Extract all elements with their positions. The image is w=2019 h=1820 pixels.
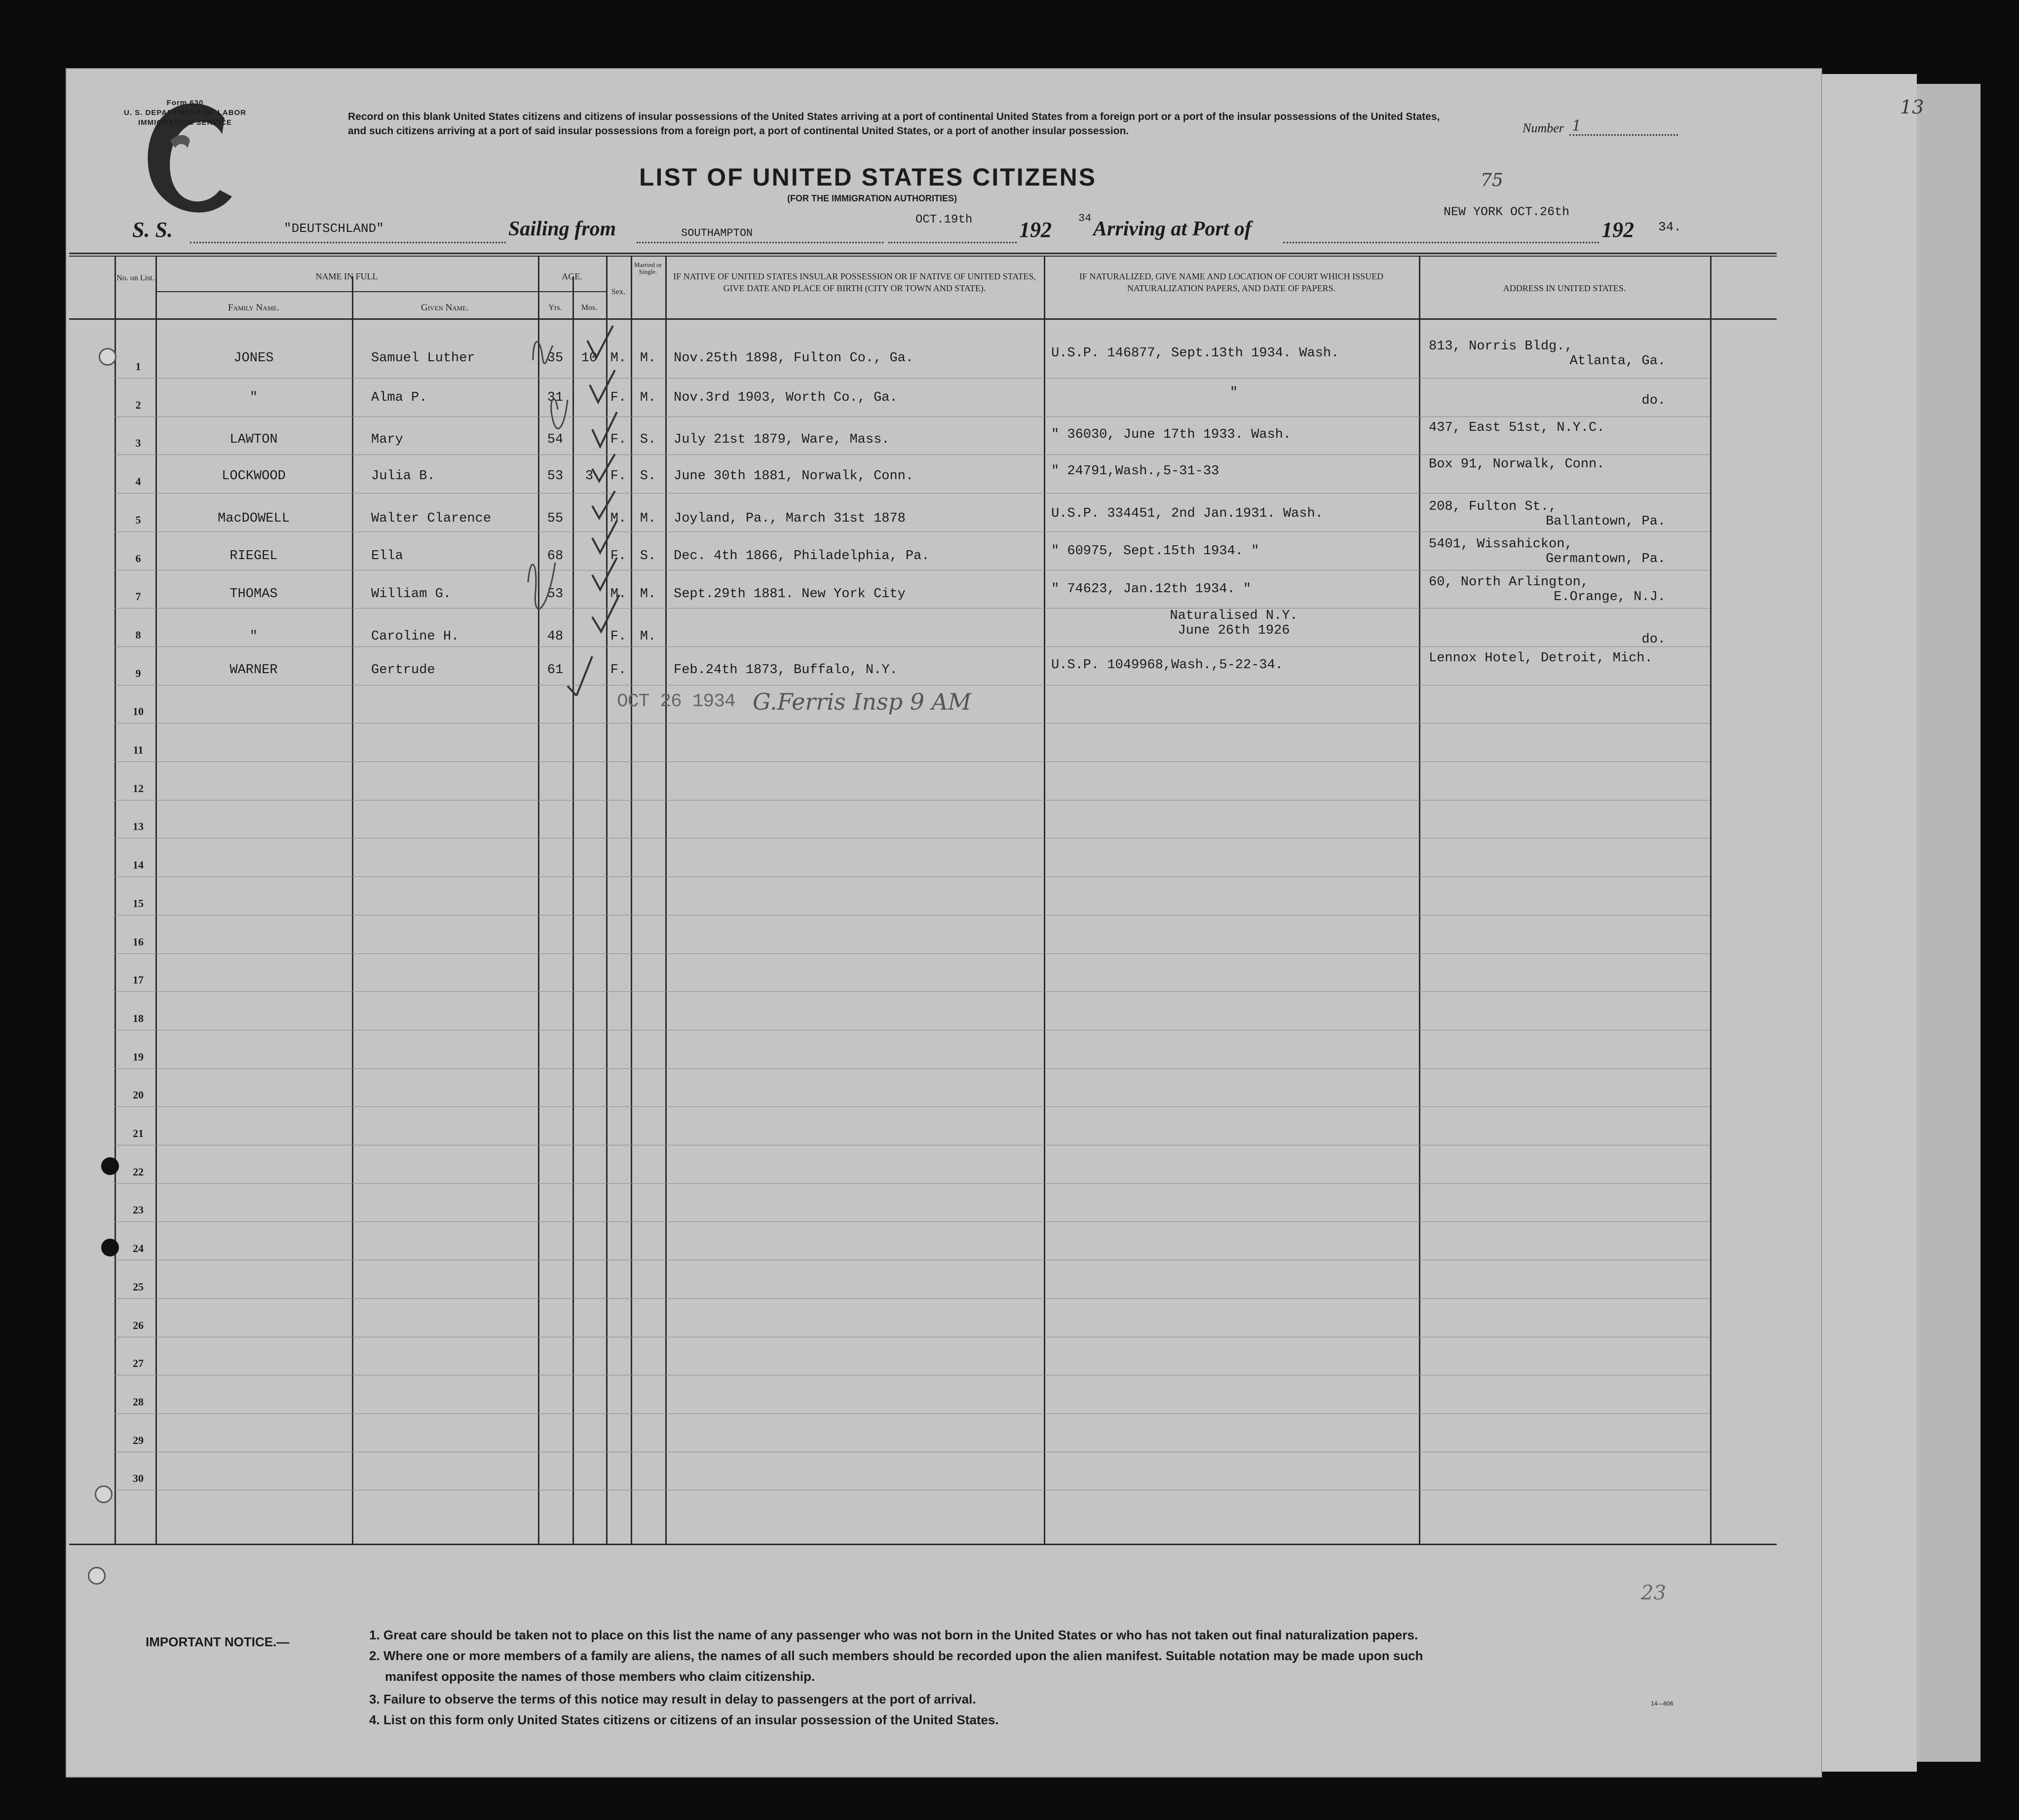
cell-nat: U.S.P. 146877, Sept.13th 1934. Wash. — [1051, 346, 1339, 361]
row-number: 28 — [133, 1395, 144, 1408]
row-number: 27 — [133, 1357, 144, 1370]
row-number: 7 — [135, 590, 141, 603]
col-mos: Mos. — [581, 303, 598, 312]
notice-item-3: 3. Failure to observe the terms of this notice may result in delay to passengers at the port of arrival. — [369, 1692, 976, 1706]
row-number: 29 — [133, 1434, 144, 1446]
row-number: 20 — [133, 1089, 144, 1101]
col-given-name: Given Name. — [421, 303, 469, 313]
col-name-in-full: NAME IN FULL — [315, 271, 378, 281]
cell-yrs: 48 — [547, 629, 564, 644]
arriving-label: Arriving at Port of — [1093, 218, 1252, 240]
cell-yrs: 53 — [547, 587, 564, 602]
row-number: 22 — [133, 1165, 144, 1178]
cell-sex: F. — [610, 629, 627, 644]
cell-nat: " 74623, Jan.12th 1934. " — [1051, 582, 1252, 597]
row-number: 13 — [133, 820, 144, 833]
cell-yrs: 61 — [547, 662, 564, 678]
col-no: No. on List. — [116, 274, 154, 282]
year-typed-2: 34. — [1658, 220, 1681, 234]
year-prefix-2: 192 — [1601, 218, 1634, 242]
punch-hole — [101, 1157, 119, 1175]
cell-given: Julia B. — [371, 469, 435, 484]
cell-ms: S. — [640, 432, 656, 448]
row-number: 6 — [135, 552, 141, 565]
row-line — [114, 1068, 1710, 1069]
row-number: 3 — [135, 437, 141, 450]
cell-family: " — [249, 629, 258, 644]
cell-addr2: do. — [1641, 632, 1666, 647]
row-number: 24 — [133, 1242, 144, 1255]
cell-family: WARNER — [229, 662, 278, 678]
cell-birth: Joyland, Pa., March 31st 1878 — [674, 511, 906, 526]
cell-addr1: Box 91, Norwalk, Conn. — [1429, 457, 1605, 472]
date-stamp: OCT 26 1934 — [617, 691, 735, 712]
cell-yrs: 68 — [547, 548, 564, 564]
col-sex: Sex. — [611, 288, 625, 296]
punch-hole — [99, 348, 116, 366]
cell-nat: " — [1229, 385, 1238, 400]
header-bottom-rule — [69, 318, 1777, 320]
col-address: ADDRESS IN UNITED STATES. — [1503, 283, 1626, 293]
page-title: LIST OF UNITED STATES CITIZENS — [639, 163, 1097, 191]
cell-addr2: do. — [1641, 393, 1666, 408]
form-code: 14—606 — [1651, 1700, 1674, 1707]
cell-birth: Feb.24th 1873, Buffalo, N.Y. — [674, 662, 898, 678]
corner-mark: 13 — [1900, 96, 1924, 118]
col-married-single: Married or Single. — [634, 261, 662, 275]
cell-ms: M. — [640, 629, 656, 644]
cell-addr1: 60, North Arlington, — [1429, 575, 1589, 590]
year-prefix-1: 192 — [1019, 218, 1052, 242]
notice-item-4: 4. List on this form only United States citizens or citizens of an insular possession of the United States. — [369, 1712, 999, 1727]
row-number: 14 — [133, 859, 144, 872]
manifest-page — [67, 69, 1821, 1777]
cell-yrs: 31 — [547, 390, 564, 405]
cell-addr1: Lennox Hotel, Detroit, Mich. — [1429, 650, 1653, 666]
cell-addr2: E.Orange, N.J. — [1554, 590, 1666, 605]
cell-birth: Dec. 4th 1866, Philadelphia, Pa. — [674, 548, 930, 564]
cell-given: Alma P. — [371, 390, 427, 405]
cell-nat1: Naturalised N.Y. — [1170, 608, 1298, 623]
row-number: 2 — [135, 398, 141, 411]
cell-given: Caroline H. — [371, 629, 459, 644]
row-line — [114, 953, 1710, 954]
cell-birth: Sept.29th 1881. New York City — [674, 587, 906, 602]
cell-yrs: 35 — [547, 351, 564, 366]
row-number: 18 — [133, 1012, 144, 1024]
cell-birth: Nov.3rd 1903, Worth Co., Ga. — [674, 390, 898, 405]
row-line — [114, 378, 1710, 379]
cell-given: Samuel Luther — [371, 351, 475, 366]
cell-ms: M. — [640, 511, 656, 526]
row-number: 5 — [135, 513, 141, 526]
cell-nat: U.S.P. 334451, 2nd Jan.1931. Wash. — [1051, 506, 1323, 521]
cell-family: MacDOWELL — [218, 511, 290, 526]
col-yrs: Yrs. — [548, 303, 562, 312]
cell-addr2: Ballantown, Pa. — [1545, 514, 1666, 529]
notice-item-2a: 2. Where one or more members of a family are aliens, the names of all such members should be recorded upon the alien manifest. Suitable notation may be made upon such — [369, 1648, 1423, 1663]
number-label: Number — [1523, 121, 1564, 135]
cell-sex: F. — [610, 432, 627, 448]
number-value: 1 — [1572, 117, 1582, 135]
cell-given: Mary — [371, 432, 403, 448]
cell-ms: M. — [640, 390, 656, 405]
cell-sex: M. — [610, 587, 627, 602]
cell-sex: F. — [610, 390, 627, 405]
row-number: 25 — [133, 1280, 144, 1293]
cell-ms: S. — [640, 548, 656, 564]
cell-nat: " 24791,Wash.,5-31-33 — [1051, 464, 1219, 479]
ship-name: "DEUTSCHLAND" — [284, 221, 384, 236]
col-birth: IF NATIVE OF UNITED STATES INSULAR POSSESSION OR IF NATIVE OF UNITED STATES, GIVE DATE AND PLACE OF BIRTH (CITY OR TOWN AND STATE). — [673, 271, 1036, 293]
row-number: 26 — [133, 1319, 144, 1331]
row-line — [114, 761, 1710, 762]
cell-nat: " 60975, Sept.15th 1934. " — [1051, 543, 1259, 559]
notice-label: IMPORTANT NOTICE.— — [146, 1634, 290, 1649]
cell-addr1: 437, East 51st, N.Y.C. — [1429, 420, 1605, 436]
cell-sex: M. — [610, 351, 627, 366]
cell-yrs: 54 — [547, 432, 564, 448]
row-line — [114, 531, 1710, 532]
cell-birth: July 21st 1879, Ware, Mass. — [674, 432, 890, 448]
cell-given: Walter Clarence — [371, 511, 492, 526]
cell-family: JONES — [233, 351, 274, 366]
row-number: 19 — [133, 1050, 144, 1063]
notice-item-1: 1. Great care should be taken not to place on this list the name of any passenger who was not born in the United States or who has not taken out final naturalization papers. — [369, 1628, 1418, 1642]
arrival-port-date: NEW YORK OCT.26th — [1444, 205, 1570, 219]
cell-nat: U.S.P. 1049968,Wash.,5-22-34. — [1051, 657, 1283, 673]
check-mark-icon — [518, 306, 637, 696]
cell-addr1: 813, Norris Bldg., — [1429, 339, 1573, 354]
inspector-initials: G.Ferris Insp 9 AM — [753, 688, 971, 715]
row-number: 15 — [133, 897, 144, 910]
cell-mos: 10 — [581, 351, 598, 366]
cell-addr1: 208, Fulton St., — [1429, 499, 1557, 514]
ss-label: S. S. — [132, 218, 173, 242]
punch-hole — [95, 1485, 113, 1503]
row-line — [114, 1183, 1710, 1184]
row-number: 30 — [133, 1472, 144, 1485]
cell-sex: F. — [610, 548, 627, 564]
cell-family: LAWTON — [229, 432, 278, 448]
cell-ms: M. — [640, 351, 656, 366]
punch-hole — [101, 1239, 119, 1256]
notice-item-2b: manifest opposite the names of those members who claim citizenship. — [385, 1669, 815, 1684]
department-line-1: U. S. DEPARTMENT OF LABOR — [123, 109, 247, 117]
cell-ms: M. — [640, 587, 656, 602]
page-mark: 23 — [1641, 1582, 1666, 1604]
cell-addr1: 5401, Wissahickon, — [1429, 536, 1573, 552]
row-line — [114, 1298, 1710, 1299]
cell-sex: F. — [610, 469, 627, 484]
sailing-date: OCT.19th — [915, 213, 973, 227]
cell-sex: F. — [610, 662, 627, 678]
row-line — [114, 876, 1710, 877]
row-number: 21 — [133, 1127, 144, 1139]
cell-birth: June 30th 1881, Norwalk, Conn. — [674, 469, 914, 484]
list-number: 75 — [1481, 170, 1503, 190]
cell-family: LOCKWOOD — [222, 469, 286, 484]
cell-addr2: Germantown, Pa. — [1545, 551, 1666, 567]
row-line — [114, 1221, 1710, 1222]
cell-family: " — [249, 390, 258, 405]
cell-mos: 3 — [585, 469, 594, 484]
year-typed-1: 34 — [1078, 212, 1092, 225]
row-number: 1 — [135, 360, 141, 373]
table-top-rule — [69, 253, 1777, 254]
cell-family: RIEGEL — [229, 548, 278, 564]
row-line — [114, 1413, 1710, 1414]
cell-family: THOMAS — [229, 587, 278, 602]
sailing-label: Sailing from — [508, 218, 616, 240]
row-number: 16 — [133, 935, 144, 948]
col-age: AGE. — [562, 271, 582, 281]
page-subtitle: (FOR THE IMMIGRATION AUTHORITIES) — [787, 193, 957, 203]
row-number: 12 — [133, 782, 144, 795]
row-number: 11 — [133, 744, 144, 756]
cell-ms: S. — [640, 469, 656, 484]
table-bottom-rule — [69, 1544, 1777, 1545]
cell-yrs: 53 — [547, 469, 564, 484]
cell-sex: M. — [610, 511, 627, 526]
cell-birth: Nov.25th 1898, Fulton Co., Ga. — [674, 351, 914, 366]
row-number: 17 — [133, 974, 144, 986]
punch-hole — [88, 1567, 106, 1585]
row-number: 10 — [133, 705, 144, 718]
cell-nat: " 36030, June 17th 1933. Wash. — [1051, 427, 1292, 443]
form-label: Form 630 — [166, 99, 204, 107]
row-number: 4 — [135, 475, 141, 488]
col-naturalized: IF NATURALIZED, GIVE NAME AND LOCATION OF COURT WHICH ISSUED NATURALIZATION PAPERS, AND DATE OF PAPERS. — [1079, 271, 1384, 293]
cell-addr2: Atlanta, Ga. — [1569, 354, 1666, 369]
cell-nat2: June 26th 1926 — [1178, 623, 1290, 638]
cell-given: Ella — [371, 548, 403, 564]
row-line — [114, 991, 1710, 992]
row-number: 9 — [135, 667, 141, 680]
row-line — [114, 1106, 1710, 1107]
row-number: 23 — [133, 1204, 144, 1216]
col-family-name: Family Name. — [228, 303, 279, 313]
sailing-port: SOUTHAMPTON — [681, 227, 753, 239]
cell-yrs: 55 — [547, 511, 564, 526]
department-line-2: IMMIGRATION SERVICE — [138, 118, 232, 127]
cell-given: Gertrude — [371, 662, 435, 678]
intro-text: Record on this blank United States citizens and citizens of insular possessions of the United States arriving at a port of continental United States from a foreign port or a port of the insular possessions of the United States, and such citizens arriving at a port of said insular possessions from a foreign port, a port of continental United States, or a port of another insular possession. — [348, 111, 1440, 137]
row-number: 8 — [135, 628, 141, 641]
cell-given: William G. — [371, 587, 452, 602]
